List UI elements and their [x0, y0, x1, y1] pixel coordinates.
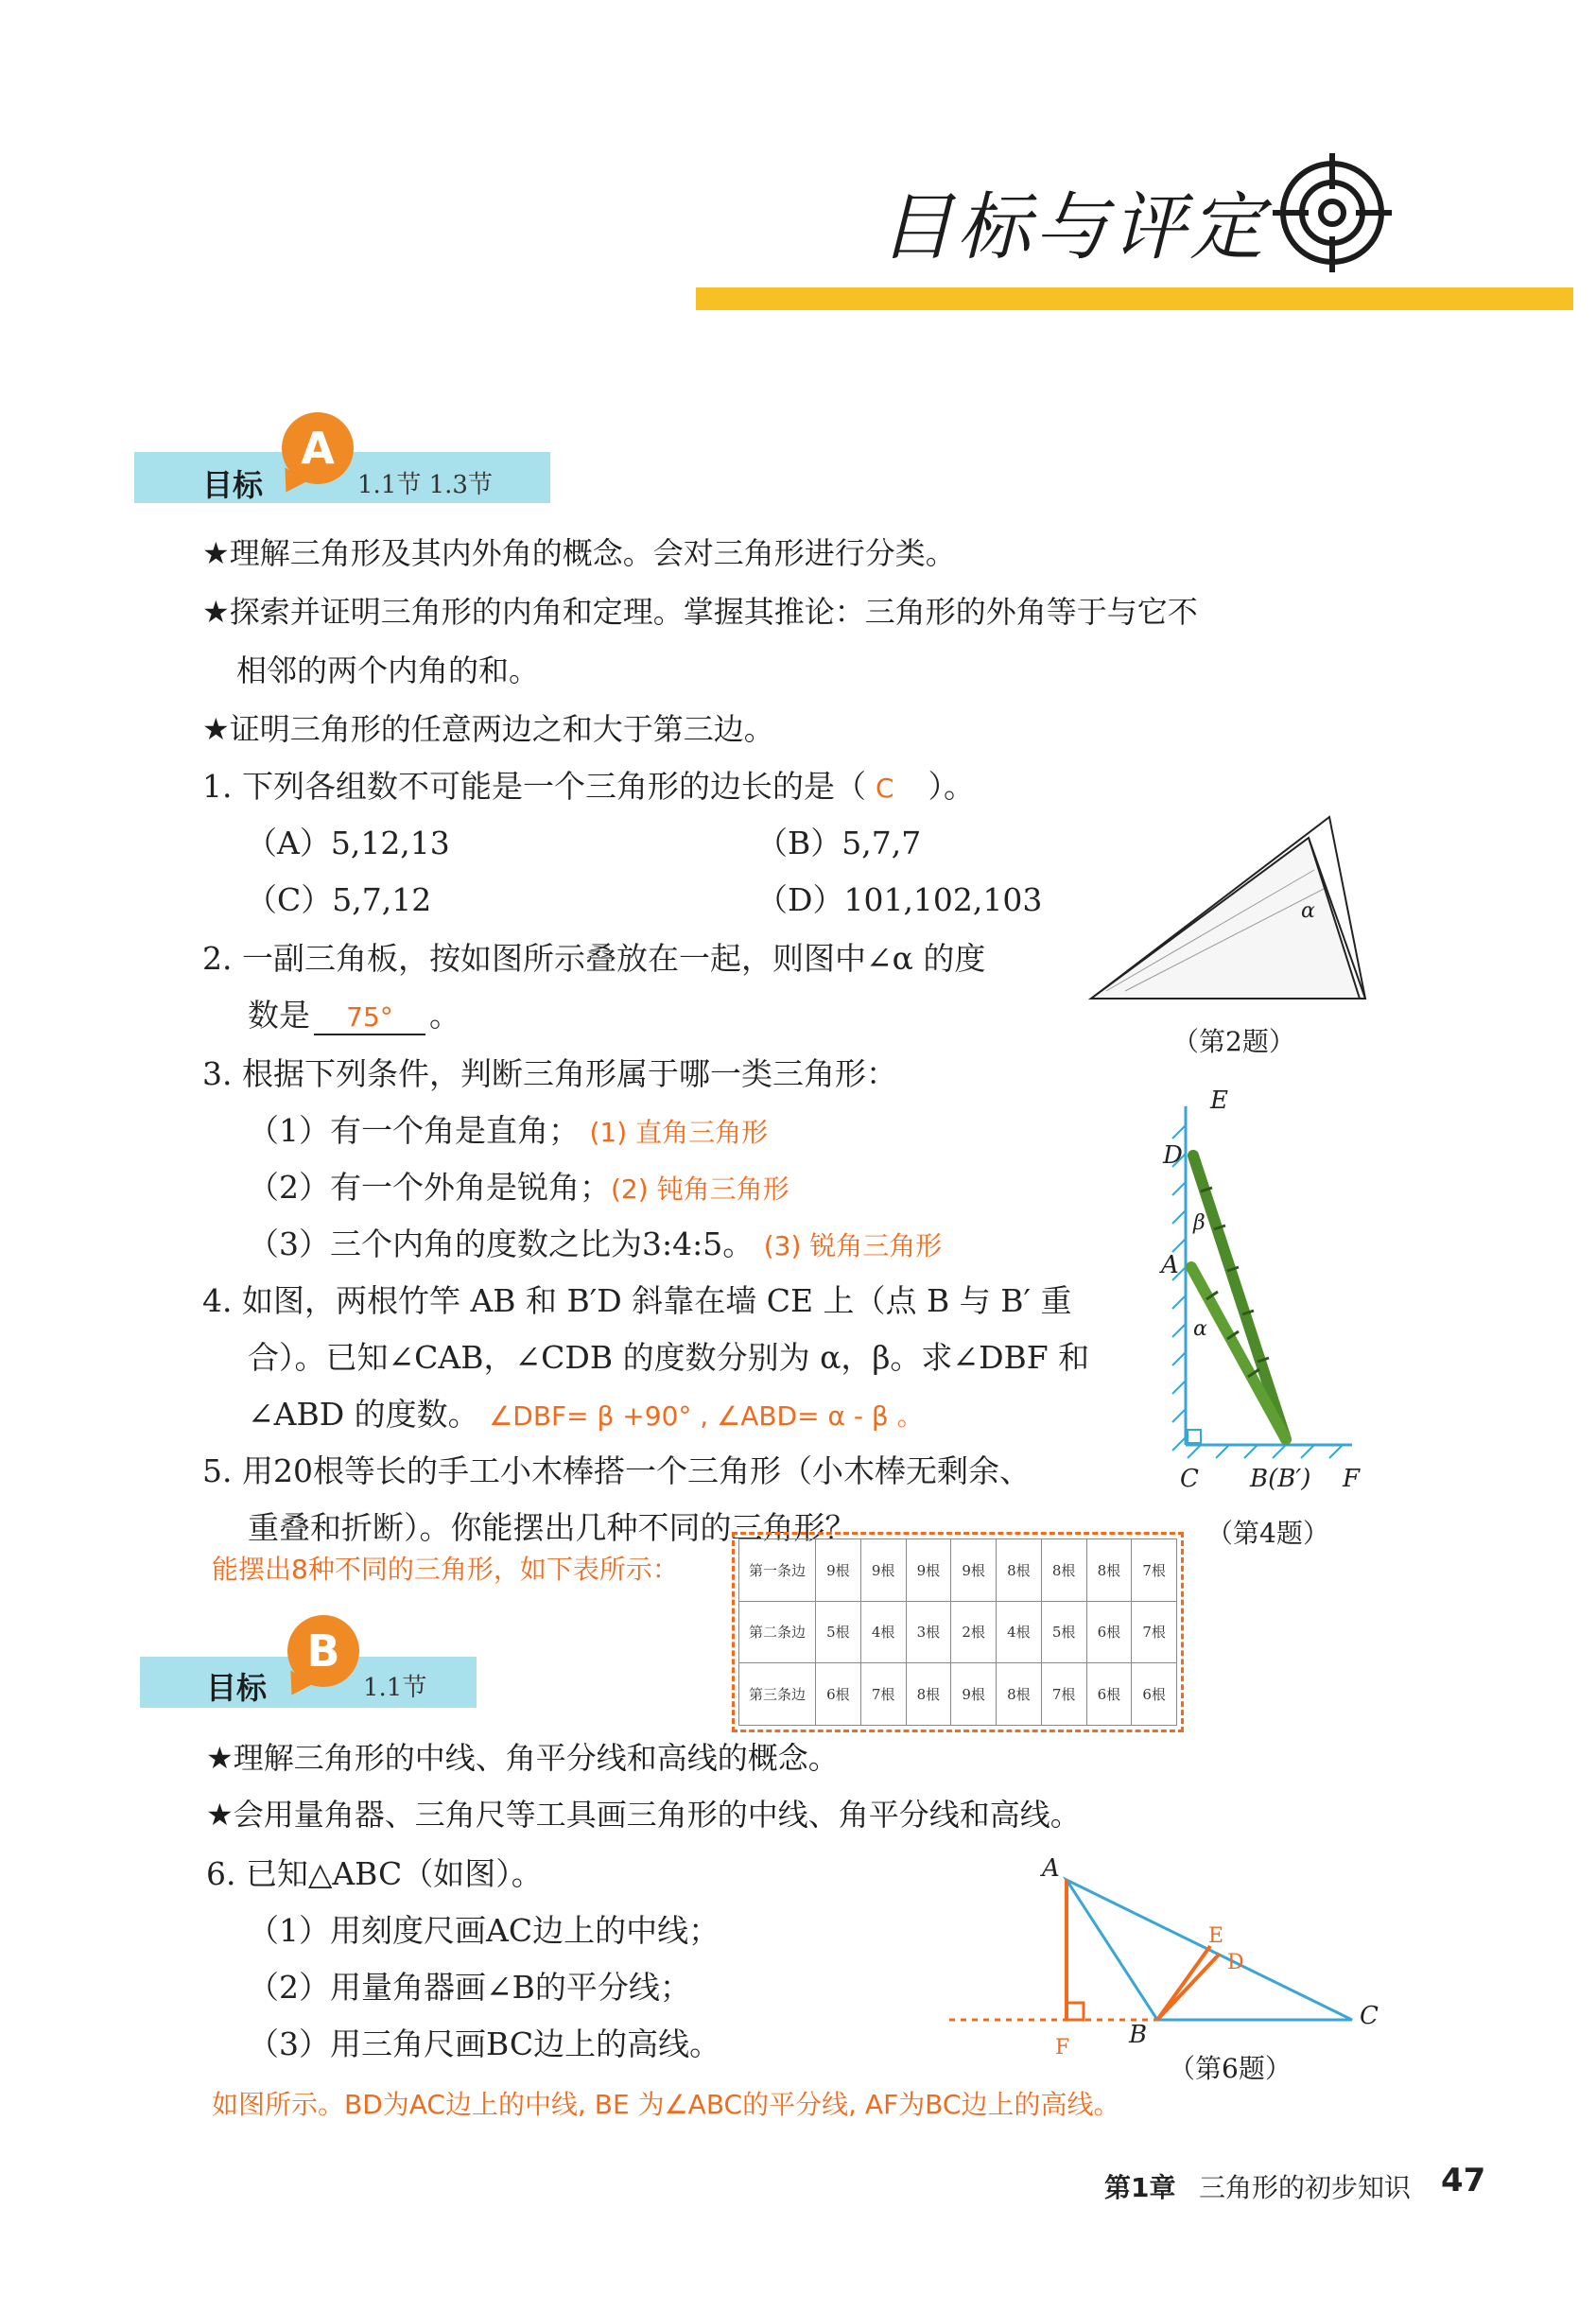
table-cell: 8根	[1041, 1539, 1086, 1602]
table-cell: 5根	[816, 1601, 861, 1663]
q6-label-c: C	[1360, 2002, 1379, 2030]
footer-chapter: 第1章	[1104, 2172, 1176, 2203]
q6-label-e: E	[1208, 1924, 1224, 1948]
table-cell: 9根	[951, 1663, 997, 1726]
section-a-sections: 1.1节 1.3节	[357, 471, 493, 499]
section-a-label: 目标	[202, 467, 264, 503]
q3-item-1-answer: (1) 直角三角形	[589, 1117, 769, 1148]
table-cell: 9根	[906, 1539, 951, 1602]
goal-b-1: ★理解三角形的中线、角平分线和高线的概念。	[206, 1740, 839, 1776]
table-cell: 4根	[997, 1601, 1042, 1663]
q4-label-alpha: α	[1193, 1317, 1207, 1341]
q4-figure	[1144, 1087, 1390, 1504]
goal-a-3: 相邻的两个内角的和。	[236, 652, 540, 688]
table-cell: 7根	[1132, 1601, 1177, 1663]
table-cell: 第三条边	[739, 1663, 816, 1726]
q6-stem: 6. 已知△ABC（如图）。	[206, 1855, 543, 1892]
q1-option-d: （D）101,102,103	[756, 881, 1043, 918]
q1-option-c: （C）5,7,12	[246, 881, 432, 918]
table-cell: 9根	[951, 1539, 997, 1602]
q1-option-b: （B）5,7,7	[756, 825, 922, 861]
q5-answer-table	[732, 1532, 1184, 1732]
q2-line2-text: 数是	[248, 997, 310, 1034]
q3-item-2-text: （2）有一个外角是锐角；	[248, 1169, 611, 1206]
table-cell: 8根	[1086, 1539, 1132, 1602]
q4-label-b: B(B′)	[1250, 1465, 1311, 1493]
stick-table	[738, 1538, 1177, 1726]
table-cell: 9根	[816, 1539, 861, 1602]
table-cell: 7根	[1132, 1539, 1177, 1602]
table-cell: 6根	[816, 1663, 861, 1726]
q5-line2: 重叠和折断）。你能摆出几种不同的三角形？	[248, 1509, 857, 1546]
q6-label-f: F	[1055, 2036, 1070, 2060]
section-a-badge: A	[282, 412, 354, 484]
table-row	[739, 1663, 1177, 1726]
q2-line2-end: 。	[429, 997, 460, 1034]
bisector-be	[1157, 1946, 1210, 2020]
header-accent-bar	[696, 287, 1573, 310]
q4-caption: （第4题）	[1206, 1518, 1329, 1549]
q6-label-b: B	[1129, 2021, 1148, 2049]
q6-item-1: （1）用刻度尺画AC边上的中线；	[248, 1912, 720, 1949]
table-cell: 9根	[860, 1539, 906, 1602]
q4-line3-text: ∠ABD 的度数。	[248, 1396, 479, 1433]
table-cell: 3根	[906, 1601, 951, 1663]
table-cell: 5根	[1041, 1601, 1086, 1663]
goal-a-2: ★探索并证明三角形的内角和定理。掌握其推论：三角形的外角等于与它不	[202, 594, 1198, 630]
page-title: 目标与评定	[879, 185, 1268, 270]
goal-a-1: ★理解三角形及其内外角的概念。会对三角形进行分类。	[202, 535, 956, 571]
section-b-label: 目标	[206, 1670, 268, 1706]
set-square-inner	[1091, 838, 1360, 999]
q4-label-f: F	[1343, 1465, 1361, 1493]
q6-item-3: （3）用三角尺画BC边上的高线。	[248, 2025, 721, 2062]
q4-label-d: D	[1163, 1141, 1183, 1170]
target-icon	[1271, 151, 1394, 274]
table-cell: 2根	[951, 1601, 997, 1663]
table-cell: 6根	[1086, 1663, 1132, 1726]
table-cell: 6根	[1086, 1601, 1132, 1663]
q2-figure	[1087, 813, 1390, 1002]
q6-label-a: A	[1042, 1854, 1060, 1883]
q4-label-beta: β	[1193, 1211, 1206, 1235]
q4-label-e: E	[1210, 1087, 1228, 1115]
table-cell: 4根	[860, 1601, 906, 1663]
q1-stem-text: 1. 下列各组数不可能是一个三角形的边长的是（	[202, 768, 866, 805]
q6-label-d: D	[1227, 1951, 1244, 1974]
q3-item-1	[248, 1106, 768, 1151]
table-row	[739, 1601, 1177, 1663]
table-cell: 8根	[997, 1663, 1042, 1726]
q3-item-2-answer: (2) 钝角三角形	[611, 1173, 789, 1205]
q4-label-a: A	[1161, 1251, 1179, 1279]
table-cell: 第一条边	[739, 1539, 816, 1602]
table-cell: 第二条边	[739, 1601, 816, 1663]
q3-item-2	[248, 1163, 789, 1208]
q3-item-1-text: （1）有一个角是直角；	[248, 1112, 580, 1149]
table-cell: 8根	[906, 1663, 951, 1726]
q3-item-3	[248, 1220, 942, 1264]
goal-a-4: ★证明三角形的任意两边之和大于第三边。	[202, 711, 774, 747]
q6-answer: 如图所示。BD为AC边上的中线, BE 为∠ABC的平分线, AF为BC边上的高线。	[212, 2089, 1120, 2120]
table-cell: 6根	[1132, 1663, 1177, 1726]
q2-alpha-label: α	[1301, 899, 1315, 923]
q6-figure	[936, 1844, 1390, 2061]
table-cell: 7根	[1041, 1663, 1086, 1726]
q4-label-c: C	[1180, 1465, 1199, 1493]
q4-line2: 合）。已知∠CAB，∠CDB 的度数分别为 α，β。求∠DBF 和	[248, 1339, 1090, 1376]
table-cell: 7根	[860, 1663, 906, 1726]
q2-caption: （第2题）	[1172, 1026, 1295, 1057]
section-b-sections: 1.1节	[363, 1674, 427, 1702]
q6-item-2: （2）用量角器画∠B的平分线；	[248, 1969, 691, 2006]
q1-answer: C	[875, 773, 894, 804]
q5-line1: 5. 用20根等长的手工小木棒搭一个三角形（小木棒无剩余、	[202, 1452, 1031, 1489]
q3-stem: 3. 根据下列条件，判断三角形属于哪一类三角形：	[202, 1055, 897, 1092]
q1-option-a: （A）5,12,13	[246, 825, 450, 861]
q2-line2	[248, 991, 460, 1035]
q4-line3	[248, 1390, 924, 1434]
q3-item-3-answer: (3) 锐角三角形	[763, 1230, 943, 1261]
table-row	[739, 1539, 1177, 1602]
goal-b-2: ★会用量角器、三角尺等工具画三角形的中线、角平分线和高线。	[206, 1797, 1081, 1833]
table-cell: 8根	[997, 1539, 1042, 1602]
section-b-badge: B	[287, 1615, 359, 1687]
q2-line1: 2. 一副三角板，按如图所示叠放在一起，则图中∠α 的度	[202, 940, 986, 977]
q6-caption: （第6题）	[1169, 2053, 1292, 2084]
q4-line1: 4. 如图，两根竹竿 AB 和 B′D 斜靠在墙 CE 上（点 B 与 B′ 重	[202, 1282, 1072, 1319]
q3-item-3-text: （3）三个内角的度数之比为3:4:5。	[248, 1226, 755, 1262]
q1-stem	[202, 762, 975, 807]
q4-answer: ∠DBF= β +90° , ∠ABD= α - β 。	[489, 1400, 924, 1432]
q2-answer: 75°	[346, 1001, 393, 1033]
footer-chapter-title: 三角形的初步知识	[1199, 2172, 1412, 2203]
q2-answer-blank	[314, 997, 425, 1035]
q5-answer: 能摆出8种不同的三角形，如下表所示：	[212, 1554, 679, 1585]
q1-stem-end: ）。	[928, 768, 976, 805]
page-number: 47	[1441, 2162, 1486, 2199]
